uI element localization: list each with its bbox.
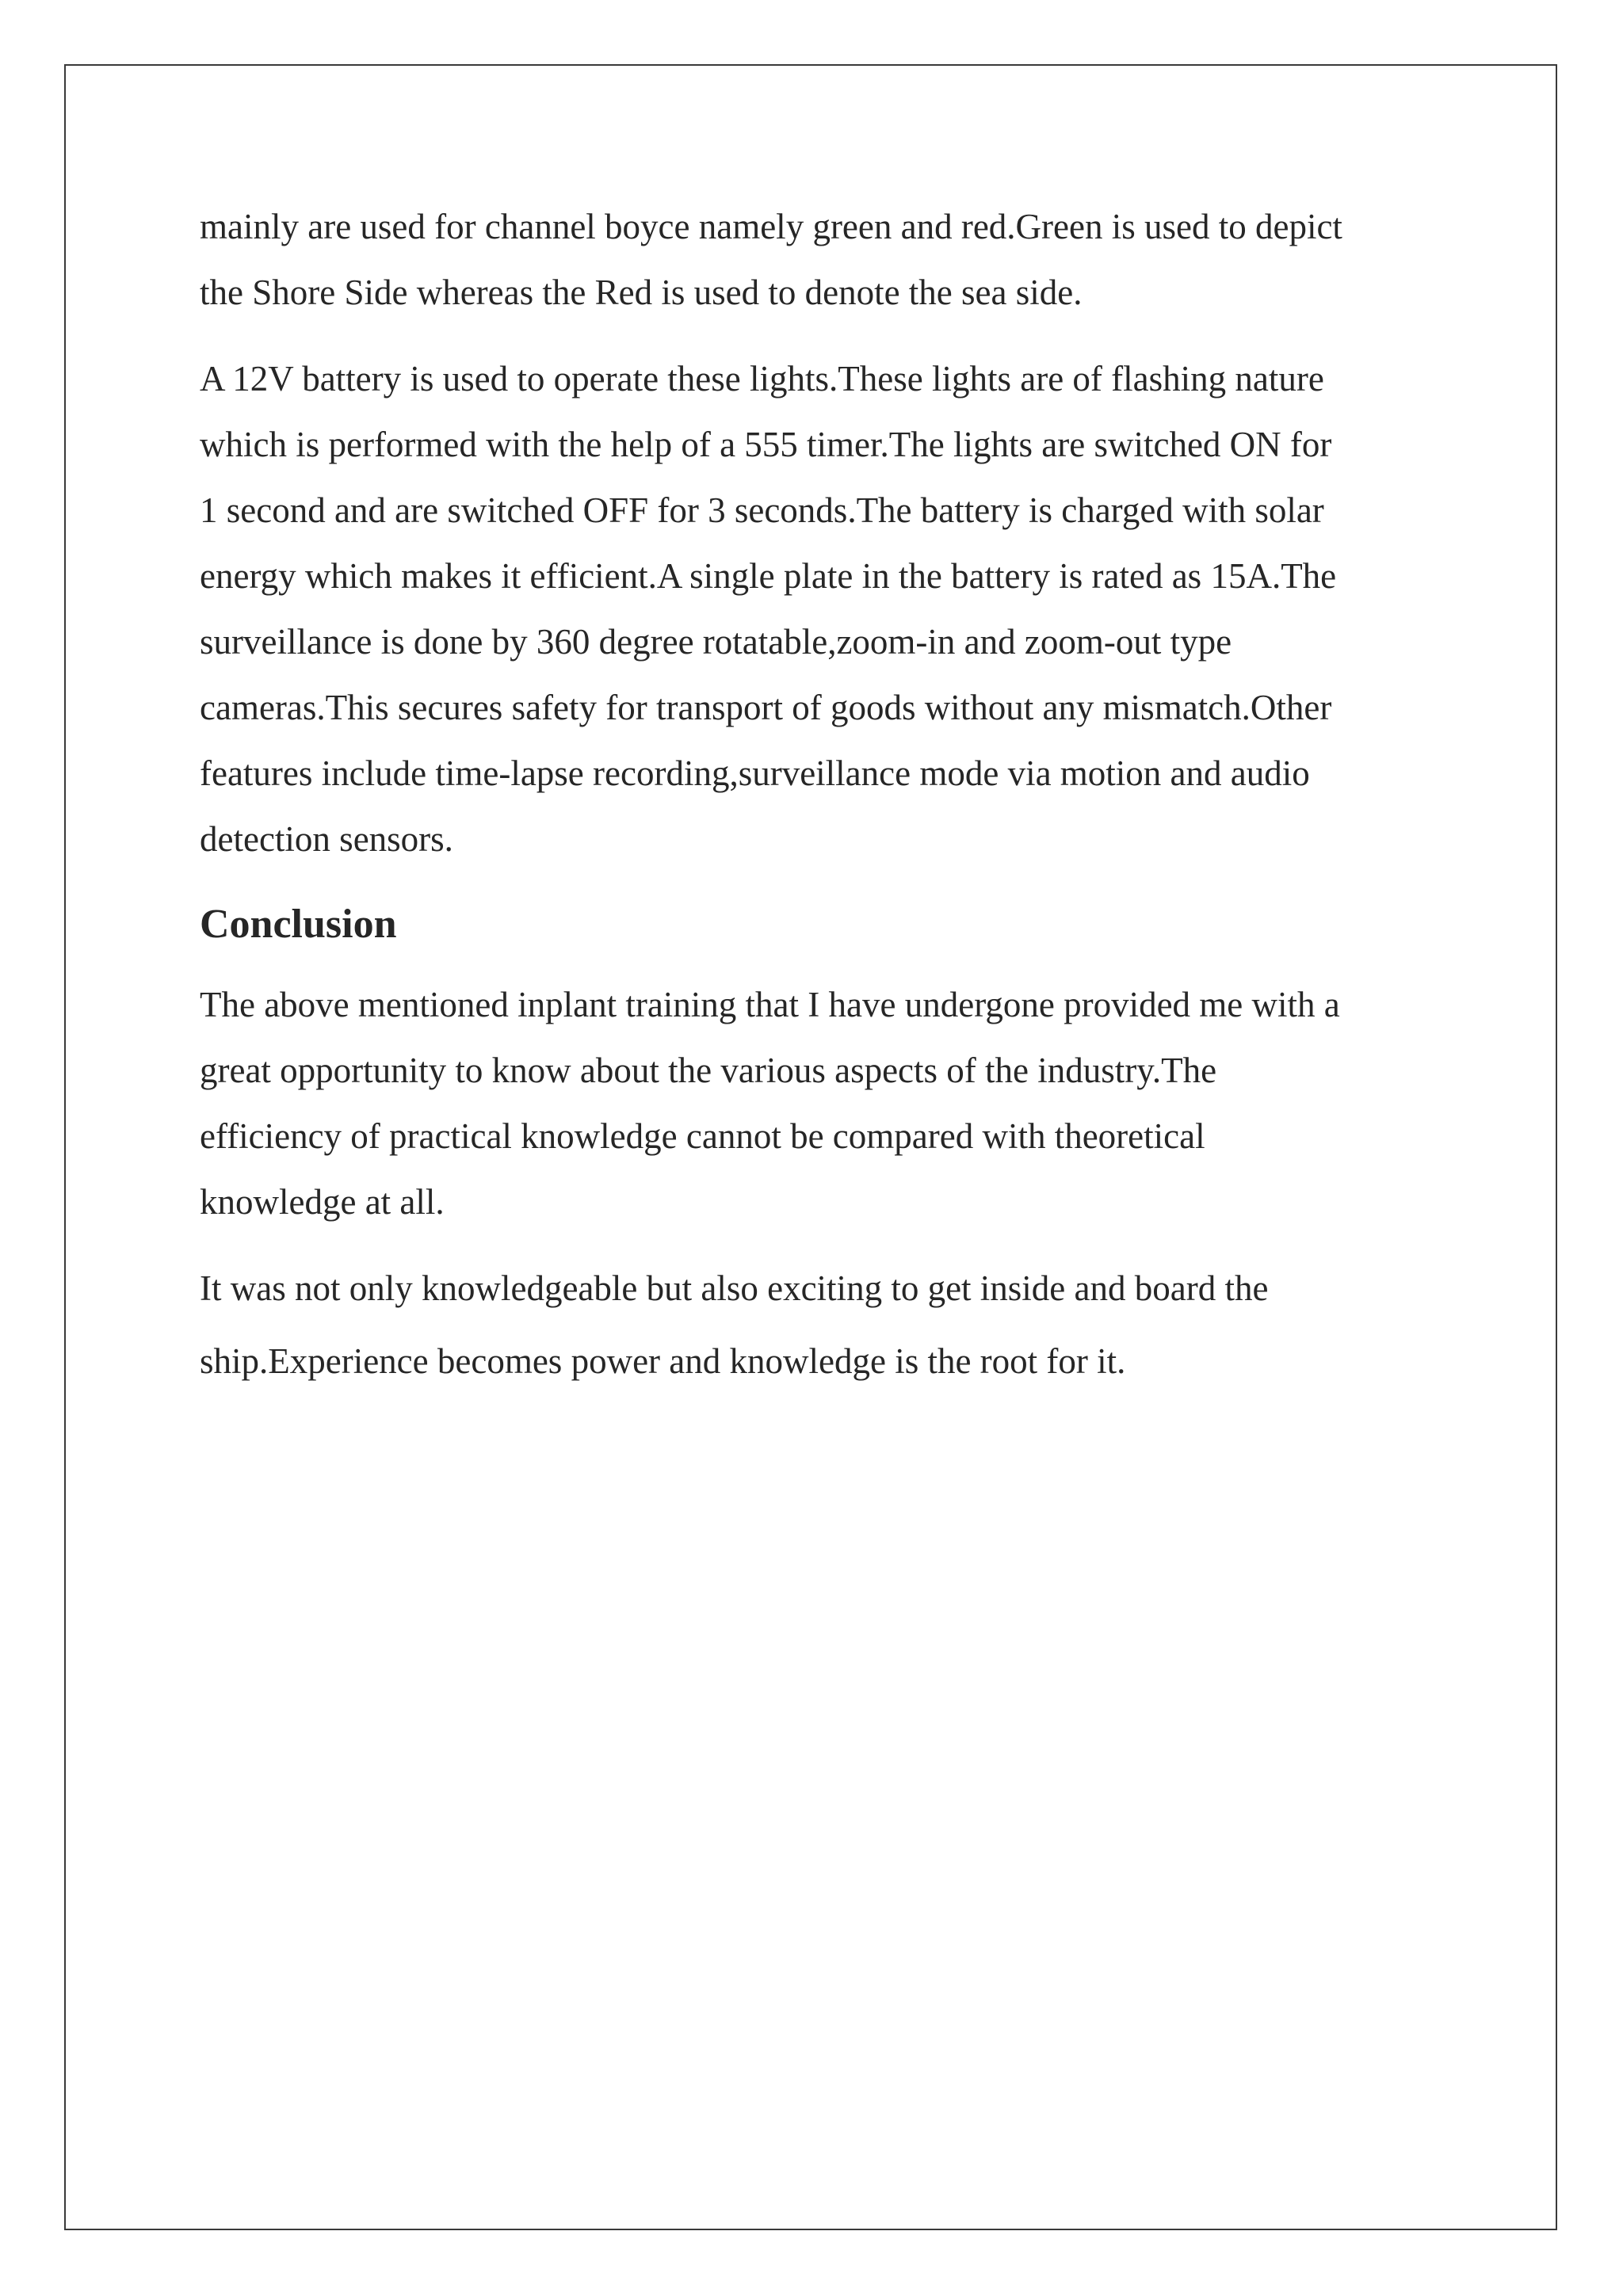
text-line: features include time-lapse recording,surveillance mode via motion and audio: [200, 753, 1310, 793]
text-line: the Shore Side whereas the Red is used to denote the sea side.: [200, 273, 1083, 312]
text-line: The above mentioned inplant training that I have undergone provided me with a: [200, 985, 1340, 1024]
paragraph-battery-surveillance: [200, 346, 1444, 872]
paragraph-conclusion-training: [200, 972, 1444, 1235]
text-line: ship.Experience becomes power and knowledge is the root for it.: [200, 1341, 1126, 1381]
page-content: [200, 194, 1444, 1421]
text-line: cameras.This secures safety for transport of goods without any mismatch.Other: [200, 688, 1332, 727]
text-line: A 12V battery is used to operate these lights.These lights are of flashing nature: [200, 359, 1324, 399]
text-line: efficiency of practical knowledge cannot be compared with theoretical: [200, 1116, 1205, 1156]
paragraph-channel-buoys: [200, 194, 1444, 326]
text-line: energy which makes it efficient.A single plate in the battery is rated as 15A.The: [200, 556, 1337, 596]
text-line: great opportunity to know about the various aspects of the industry.The: [200, 1051, 1217, 1090]
text-line: surveillance is done by 360 degree rotatable,zoom-in and zoom-out type: [200, 622, 1232, 662]
text-line: knowledge at all.: [200, 1182, 445, 1222]
text-line: It was not only knowledgeable but also exciting to get inside and board the: [200, 1268, 1269, 1308]
text-line: mainly are used for channel boyce namely green and red.Green is used to depict: [200, 207, 1342, 246]
text-line: 1 second and are switched OFF for 3 seconds.The battery is charged with solar: [200, 490, 1324, 530]
text-line: which is performed with the help of a 555 timer.The lights are switched ON for: [200, 425, 1332, 464]
conclusion-heading: Conclusion: [200, 902, 397, 947]
text-line: detection sensors.: [200, 819, 453, 859]
paragraph-conclusion-ship: [200, 1256, 1444, 1401]
